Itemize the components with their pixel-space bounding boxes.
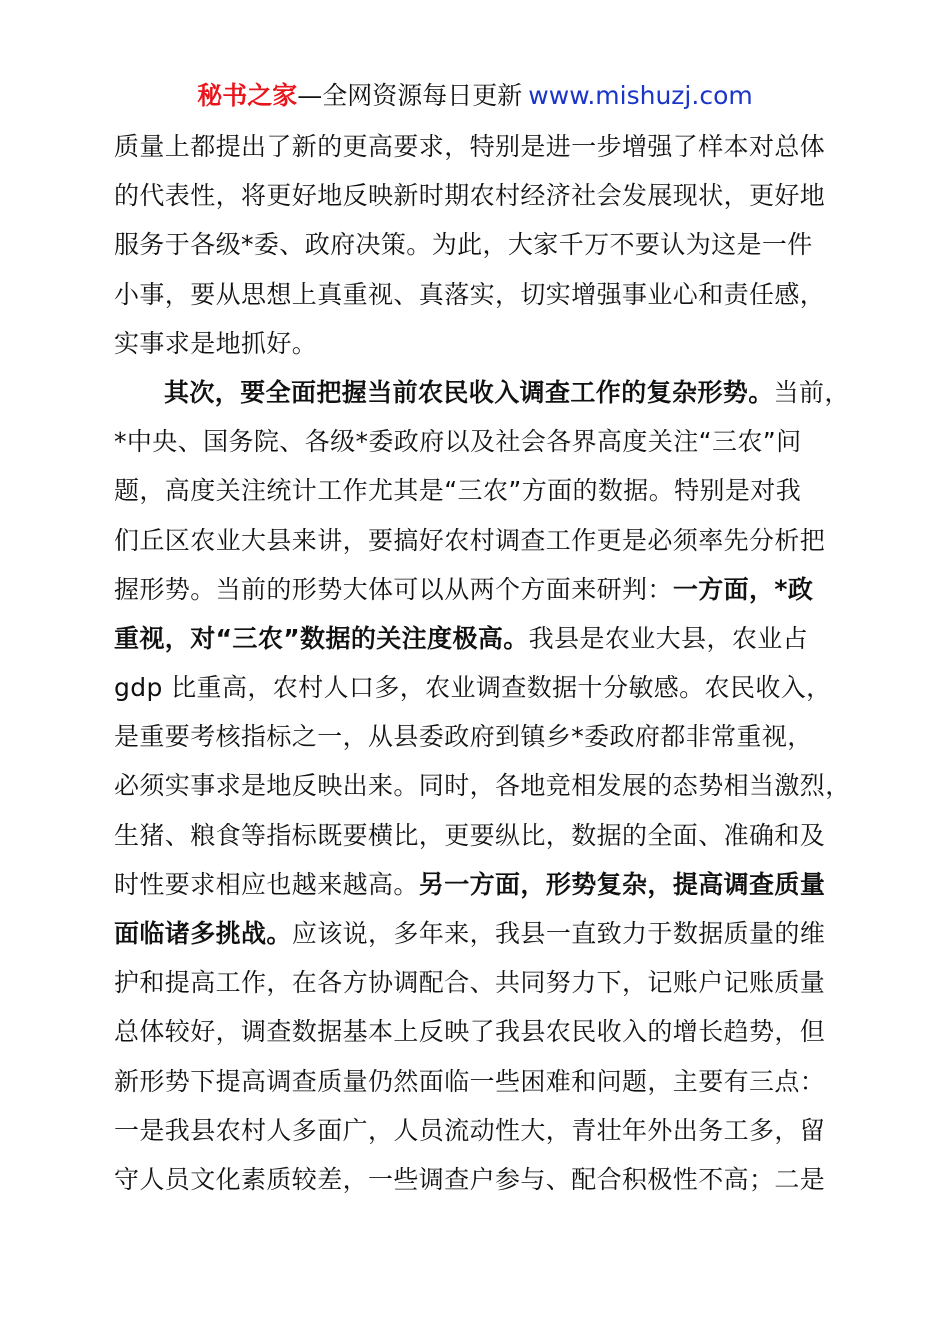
- text-line: [114, 122, 854, 171]
- text-line: [114, 1155, 854, 1204]
- text-run: 实事求是地抓好。: [114, 328, 318, 358]
- text-run: 们丘区农业大县来讲，要搞好农村调查工作更是必须率先分析把: [114, 525, 826, 555]
- text-run: gdp 比重高，农村人口多，农业调查数据十分敏感。农民收入，: [114, 673, 832, 703]
- text-run: 必须实事求是地反映出来。同时，各地竞相发展的态势相当激烈，: [114, 771, 851, 801]
- document-body: [114, 122, 854, 1204]
- text-run: 是重要考核指标之一，从县委政府到镇乡*委政府都非常重视，: [114, 722, 813, 752]
- bold-text-run: 一方面，*政: [672, 574, 814, 604]
- text-line: [114, 860, 854, 909]
- text-run: 小事，要从思想上真重视、真落实，切实增强事业心和责任感，: [114, 279, 826, 309]
- bold-text-run: 其次，要全面把握当前农民收入调查工作的复杂形势。: [164, 377, 774, 407]
- text-line: [114, 1106, 854, 1155]
- text-run: 题，高度关注统计工作尤其是“三农”方面的数据。特别是对我: [114, 476, 802, 506]
- bold-text-run: 重视，对“三农”数据的关注度极高。: [114, 623, 529, 653]
- text-line: [114, 368, 854, 417]
- text-run: 应该说，多年来，我县一直致力于数据质量的维: [291, 919, 826, 948]
- text-run: *中央、国务院、各级*委政府以及社会各界高度关注“三农”问: [114, 427, 802, 457]
- text-run: 服务于各级*委、政府决策。为此，大家千万不要认为这是一件: [114, 230, 813, 260]
- text-line: [114, 220, 854, 269]
- text-run: 时性要求相应也越来越高。: [114, 869, 419, 899]
- bold-text-run: 面临诸多挑战。: [114, 919, 292, 948]
- text-line: [114, 712, 854, 761]
- header-tagline: —全网资源每日更新: [297, 81, 523, 110]
- text-run: 生猪、粮食等指标既要横比，更要纵比，数据的全面、准确和及: [114, 820, 826, 850]
- text-run: 当前，: [773, 377, 850, 407]
- text-line: [114, 565, 854, 614]
- text-run: 护和提高工作，在各方协调配合、共同努力下，记账户记账质量: [114, 968, 826, 998]
- text-line: [114, 663, 854, 712]
- text-run: 新形势下提高调查质量仍然面临一些困难和问题，主要有三点：: [114, 1066, 826, 1096]
- text-run: 质量上都提出了新的更高要求，特别是进一步增强了样本对总体: [114, 132, 826, 161]
- text-line: [114, 761, 854, 810]
- text-line: [114, 417, 854, 466]
- text-run: 一是我县农村人多面广，人员流动性大，青壮年外出务工多，留: [114, 1115, 826, 1145]
- text-run: 我县是农业大县，农业占: [528, 623, 809, 653]
- text-line: [114, 270, 854, 319]
- text-line: [114, 1007, 854, 1056]
- text-line: [114, 319, 854, 368]
- bold-text-run: 另一方面，形势复杂，提高调查质量: [418, 869, 826, 899]
- site-link[interactable]: www.mishuzj.com: [528, 81, 753, 110]
- text-line: [114, 909, 854, 958]
- text-run: 总体较好，调查数据基本上反映了我县农民收入的增长趋势，但: [114, 1017, 826, 1047]
- text-run: 的代表性，将更好地反映新时期农村经济社会发展现状，更好地: [114, 181, 826, 211]
- text-line: [114, 811, 854, 860]
- text-line: [114, 614, 854, 663]
- text-line: [114, 466, 854, 515]
- text-run: 守人员文化素质较差，一些调查户参与、配合积极性不高；二是: [114, 1164, 826, 1194]
- text-line: [114, 516, 854, 565]
- brand-name: 秘书之家: [197, 81, 298, 110]
- text-line: [114, 1057, 854, 1106]
- text-line: [114, 958, 854, 1007]
- text-run: 握形势。当前的形势大体可以从两个方面来研判：: [114, 574, 673, 604]
- page-header: [0, 78, 950, 114]
- text-line: [114, 171, 854, 220]
